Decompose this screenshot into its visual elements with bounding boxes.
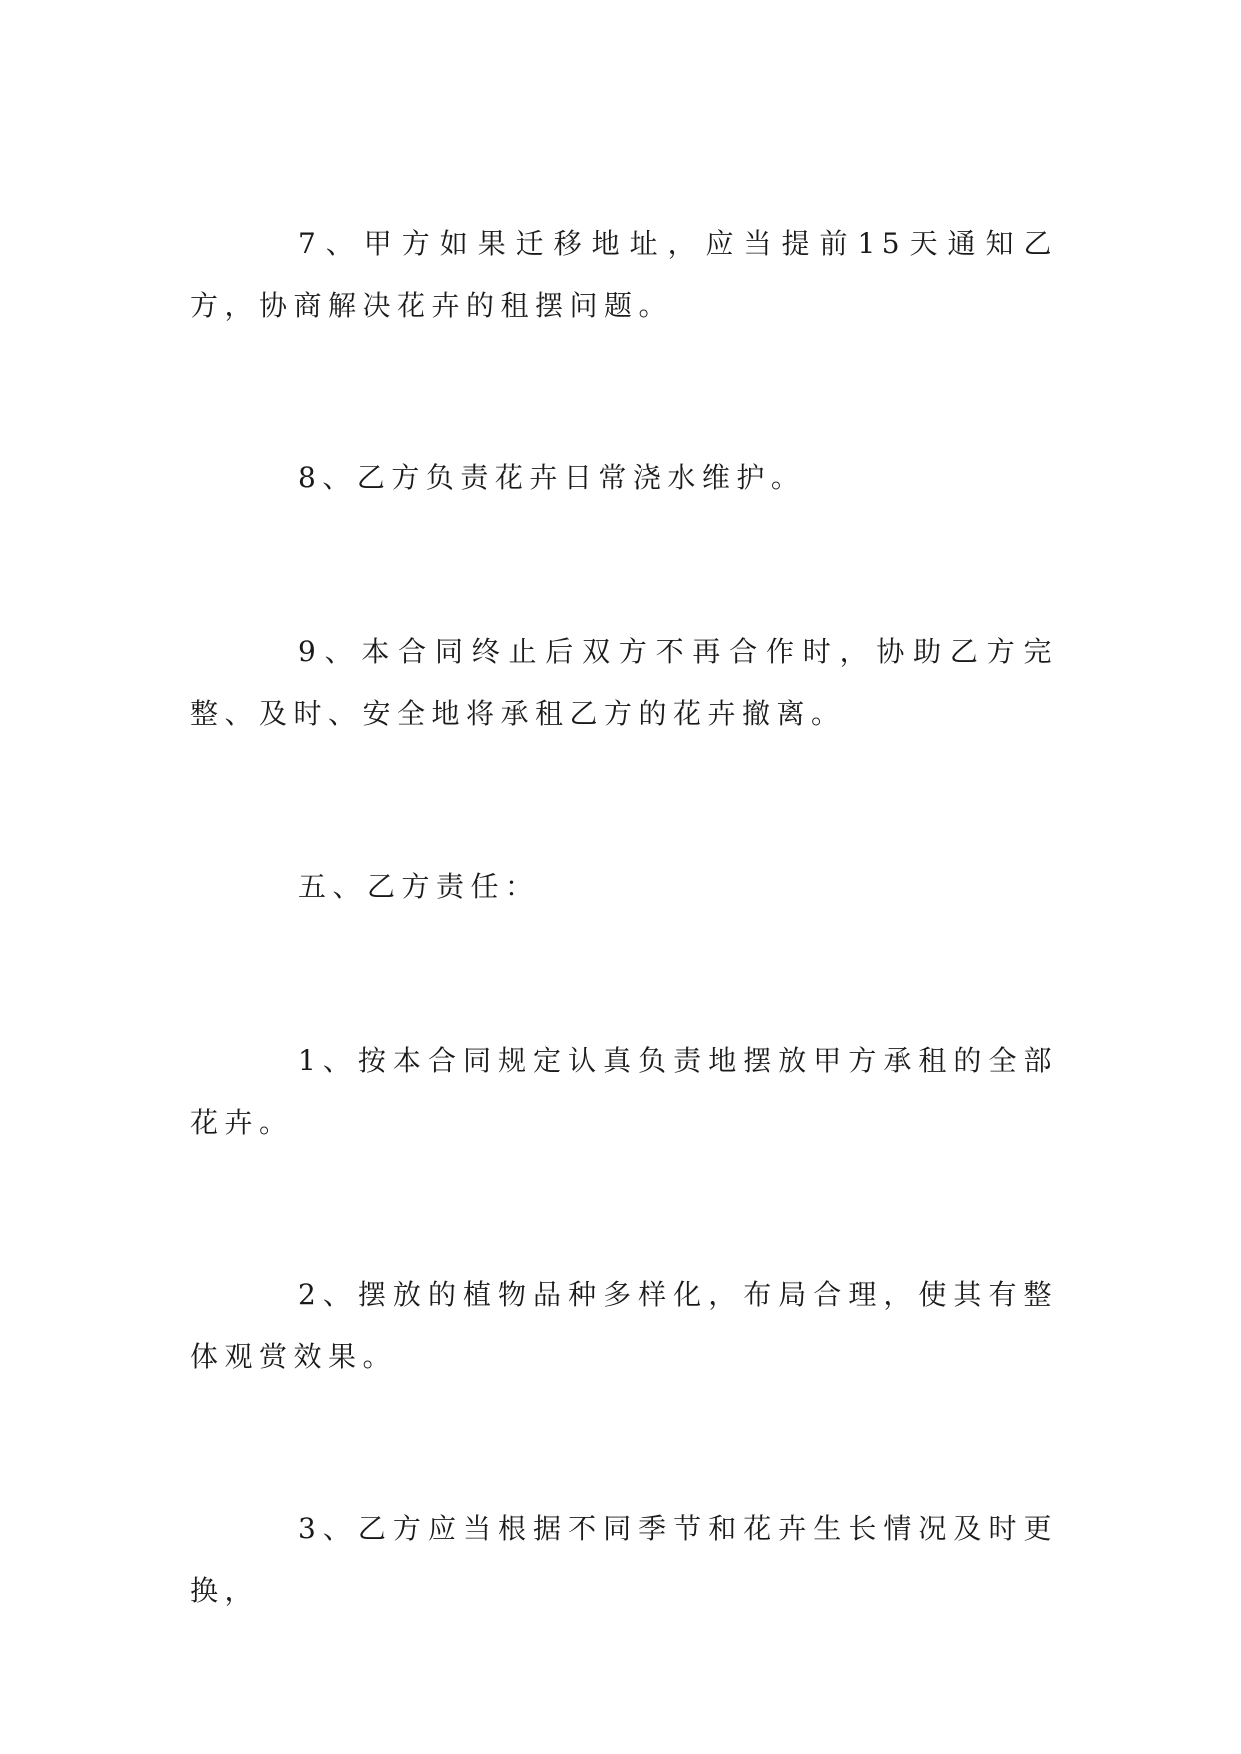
paragraph-b-clause-2: 2、摆放的植物品种多样化，布局合理，使其有整体观赏效果。 bbox=[190, 1278, 1058, 1373]
paragraph-b-clause-3: 3、乙方应当根据不同季节和花卉生长情况及时更换， bbox=[190, 1512, 1058, 1607]
paragraph-clause-7: 7、甲方如果迁移地址，应当提前15天通知乙方，协商解决花卉的租摆问题。 bbox=[190, 227, 1058, 322]
paragraph-b-clause-1: 1、按本合同规定认真负责地摆放甲方承租的全部花卉。 bbox=[190, 1044, 1058, 1139]
paragraph-clause-9: 9、本合同终止后双方不再合作时，协助乙方完整、及时、安全地将承租乙方的花卉撤离。 bbox=[190, 635, 1058, 730]
paragraph-clause-8: 8、乙方负责花卉日常浇水维护。 bbox=[298, 461, 806, 494]
section-heading-party-b-responsibility: 五、乙方责任： bbox=[298, 870, 540, 903]
